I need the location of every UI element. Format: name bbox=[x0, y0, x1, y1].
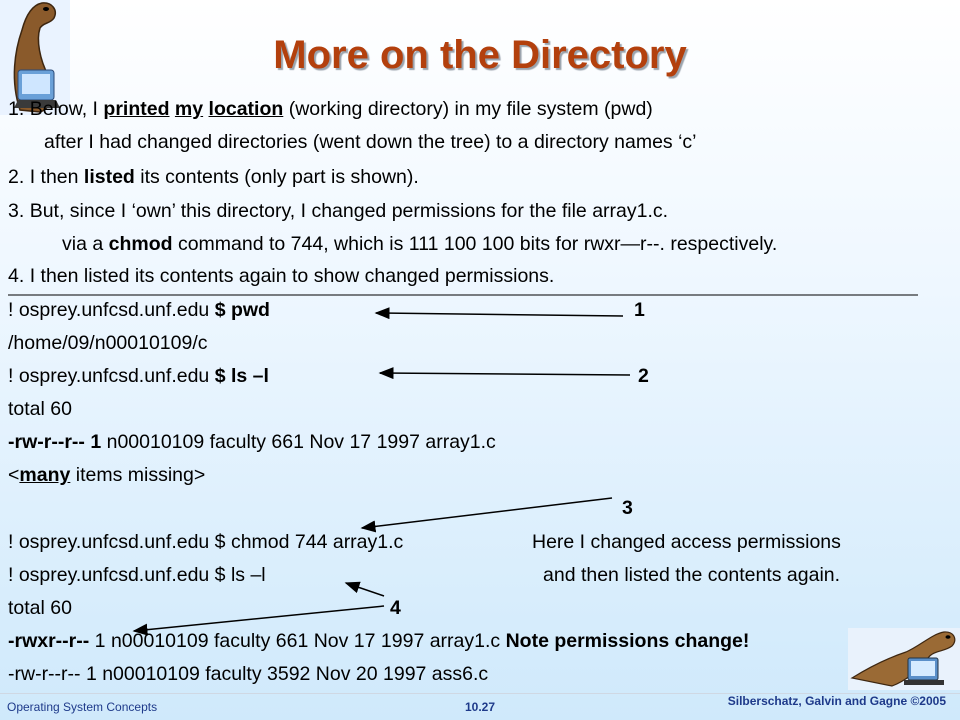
link-count: 1 bbox=[90, 431, 102, 453]
item-2-post: its contents (only part is shown). bbox=[134, 166, 419, 188]
item-4-text: I then listed its contents again to show changed permissions. bbox=[29, 265, 555, 287]
item-2-listed: listed bbox=[83, 166, 135, 188]
file-details: n00010109 faculty 661 Nov 17 1997 array1.c bbox=[106, 431, 496, 453]
file-details: n00010109 faculty 661 Nov 17 1997 array1.c bbox=[110, 630, 501, 652]
item-3-text: But, since I ‘own’ this directory, I changed permissions for the file array1.c. bbox=[29, 200, 669, 222]
marker-4: 4 bbox=[390, 597, 401, 619]
item-1-printed: printed bbox=[103, 98, 170, 120]
marker-2: 2 bbox=[638, 365, 649, 387]
arrow-2 bbox=[380, 373, 630, 375]
arrow-3 bbox=[362, 498, 612, 528]
terminal-line-path: /home/09/n00010109/c bbox=[8, 332, 208, 354]
item-2-number: 2. bbox=[8, 166, 25, 188]
permissions-before: -rw-r--r-- bbox=[8, 431, 85, 453]
item-1-pre: Below, I bbox=[29, 98, 104, 120]
link-count: 1 bbox=[94, 630, 106, 652]
terminal-line-chmod: ! osprey.unfcsd.unf.edu $ chmod 744 array1.c bbox=[8, 531, 404, 553]
item-3b-chmod: chmod bbox=[108, 233, 173, 255]
terminal-line-ls-again: ! osprey.unfcsd.unf.edu $ ls –l bbox=[8, 564, 266, 586]
item-3b-pre: via a bbox=[62, 233, 109, 255]
prompt: ! osprey.unfcsd.unf.edu bbox=[8, 299, 210, 321]
footer-slide-number: 10.27 bbox=[464, 700, 496, 714]
marker-1: 1 bbox=[634, 299, 645, 321]
item-2-pre: I then bbox=[29, 166, 84, 188]
item-1-my: my bbox=[174, 98, 204, 120]
note-ls-again: and then listed the contents again. bbox=[543, 564, 841, 586]
terminal-line-ass6: -rw-r--r-- 1 n00010109 faculty 3592 Nov 20 1997 ass6.c bbox=[8, 663, 489, 685]
pwd-command: $ pwd bbox=[214, 299, 270, 321]
terminal-line-total: total 60 bbox=[8, 398, 72, 420]
arrow-4a bbox=[346, 583, 384, 596]
many-word: many bbox=[19, 464, 71, 486]
missing-rest: items missing> bbox=[70, 464, 206, 486]
item-1-location: location bbox=[208, 98, 284, 120]
note-chmod: Here I changed access permissions bbox=[532, 531, 841, 553]
arrow-1 bbox=[376, 313, 623, 316]
arrow-4b bbox=[134, 606, 384, 631]
item-1-number: 1. bbox=[8, 98, 25, 120]
item-3b-post: command to 744, which is 111 100 100 bits for rwxr—r--. respectively. bbox=[172, 233, 778, 255]
prompt: ! osprey.unfcsd.unf.edu bbox=[8, 365, 210, 387]
marker-3: 3 bbox=[622, 497, 633, 519]
item-1-post: (working directory) in my file system (pwd) bbox=[283, 98, 653, 120]
footer-authors: Silberschatz, Galvin and Gagne ©2005 bbox=[727, 694, 946, 708]
item-3-number: 3. bbox=[8, 200, 25, 222]
slide-title: More on the Directory bbox=[273, 33, 687, 77]
item-1-continuation: after I had changed directories (went down the tree) to a directory names ‘c’ bbox=[44, 131, 697, 153]
permissions-after: -rwxr--r-- bbox=[8, 630, 90, 652]
item-4-number: 4. bbox=[8, 265, 25, 287]
terminal-line-total-2: total 60 bbox=[8, 597, 72, 619]
note-permissions-change: Note permissions change! bbox=[505, 630, 750, 652]
ls-command: $ ls –l bbox=[214, 365, 269, 387]
footer-course: Operating System Concepts bbox=[7, 700, 158, 714]
lt-sign: < bbox=[8, 464, 20, 486]
